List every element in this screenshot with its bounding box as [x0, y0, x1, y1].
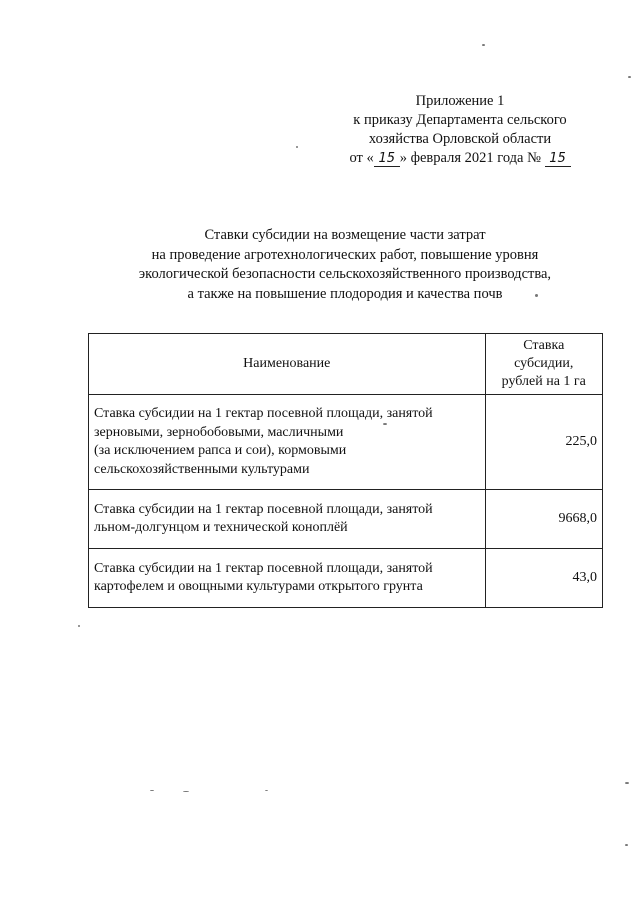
- subsidy-rates-table: [88, 333, 603, 608]
- title-line-1: Ставки субсидии на возмещение части затрат: [204, 227, 486, 243]
- header-rate-line-3: рублей на 1 га: [501, 374, 586, 389]
- header-rate-line-2: субсидии,: [514, 356, 574, 371]
- scan-speck: [482, 44, 485, 46]
- header-name: Наименование: [89, 334, 486, 395]
- scan-speck: [535, 294, 538, 297]
- scan-speck: [150, 790, 154, 791]
- title-line-4: а также на повышение плодородия и качества почв: [187, 285, 503, 302]
- row-rate-cell: 225,0: [485, 395, 602, 490]
- row-name-line: Ставка субсидии на 1 гектар посевной площади, занятой: [94, 501, 433, 517]
- appendix-date-line: [330, 149, 590, 168]
- row-name-line: Ставка субсидии на 1 гектар посевной площади, занятой: [94, 406, 433, 421]
- table-row: [89, 549, 603, 608]
- row-name-line: сельскохозяйственными культурами: [94, 461, 310, 477]
- row-name-cell: [89, 490, 486, 549]
- scan-speck: [628, 76, 631, 78]
- table-row: [89, 490, 603, 549]
- date-prefix: от «: [349, 150, 374, 166]
- header-rate-line-1: Ставка: [523, 338, 565, 353]
- appendix-order-ref: к приказу Департамента сельского: [353, 112, 567, 128]
- row-name-line: льном-долгунцом и технической коноплёй: [94, 520, 348, 535]
- scan-speck: [625, 782, 629, 784]
- handwritten-number: 15: [545, 152, 571, 167]
- scan-speck: [265, 790, 268, 791]
- row-name-cell: [89, 395, 486, 490]
- title-line-2: на проведение агротехнологических работ, повышение уровня: [151, 246, 539, 263]
- scan-speck: [296, 146, 298, 148]
- scan-speck: [383, 423, 387, 425]
- scan-speck: [625, 844, 628, 846]
- header-rate: [485, 334, 602, 395]
- scan-speck: [78, 625, 80, 627]
- row-name-line: зерновыми, зернобобовыми, масличными: [94, 424, 344, 440]
- row-name-line: картофелем и овощными культурами открытого грунта: [94, 579, 423, 594]
- appendix-header: [330, 92, 590, 168]
- table-row: [89, 395, 603, 490]
- row-name-cell: [89, 549, 486, 608]
- scan-speck: [183, 791, 189, 792]
- row-rate-cell: 43,0: [485, 549, 602, 608]
- title-line-3: экологической безопасности сельскохозяйственного производства,: [138, 266, 552, 282]
- row-name-line: Ставка субсидии на 1 гектар посевной площади, занятой: [94, 560, 433, 576]
- date-middle: » февраля 2021 года №: [399, 150, 541, 166]
- appendix-title: Приложение 1: [415, 93, 505, 109]
- document-title: [100, 226, 590, 304]
- row-rate-cell: 9668,0: [485, 490, 602, 549]
- appendix-department: хозяйства Орловской области: [368, 131, 552, 147]
- row-name-line: (за исключением рапса и сои), кормовыми: [94, 443, 347, 458]
- table-header-row: [89, 334, 603, 395]
- handwritten-day: 15: [374, 152, 400, 167]
